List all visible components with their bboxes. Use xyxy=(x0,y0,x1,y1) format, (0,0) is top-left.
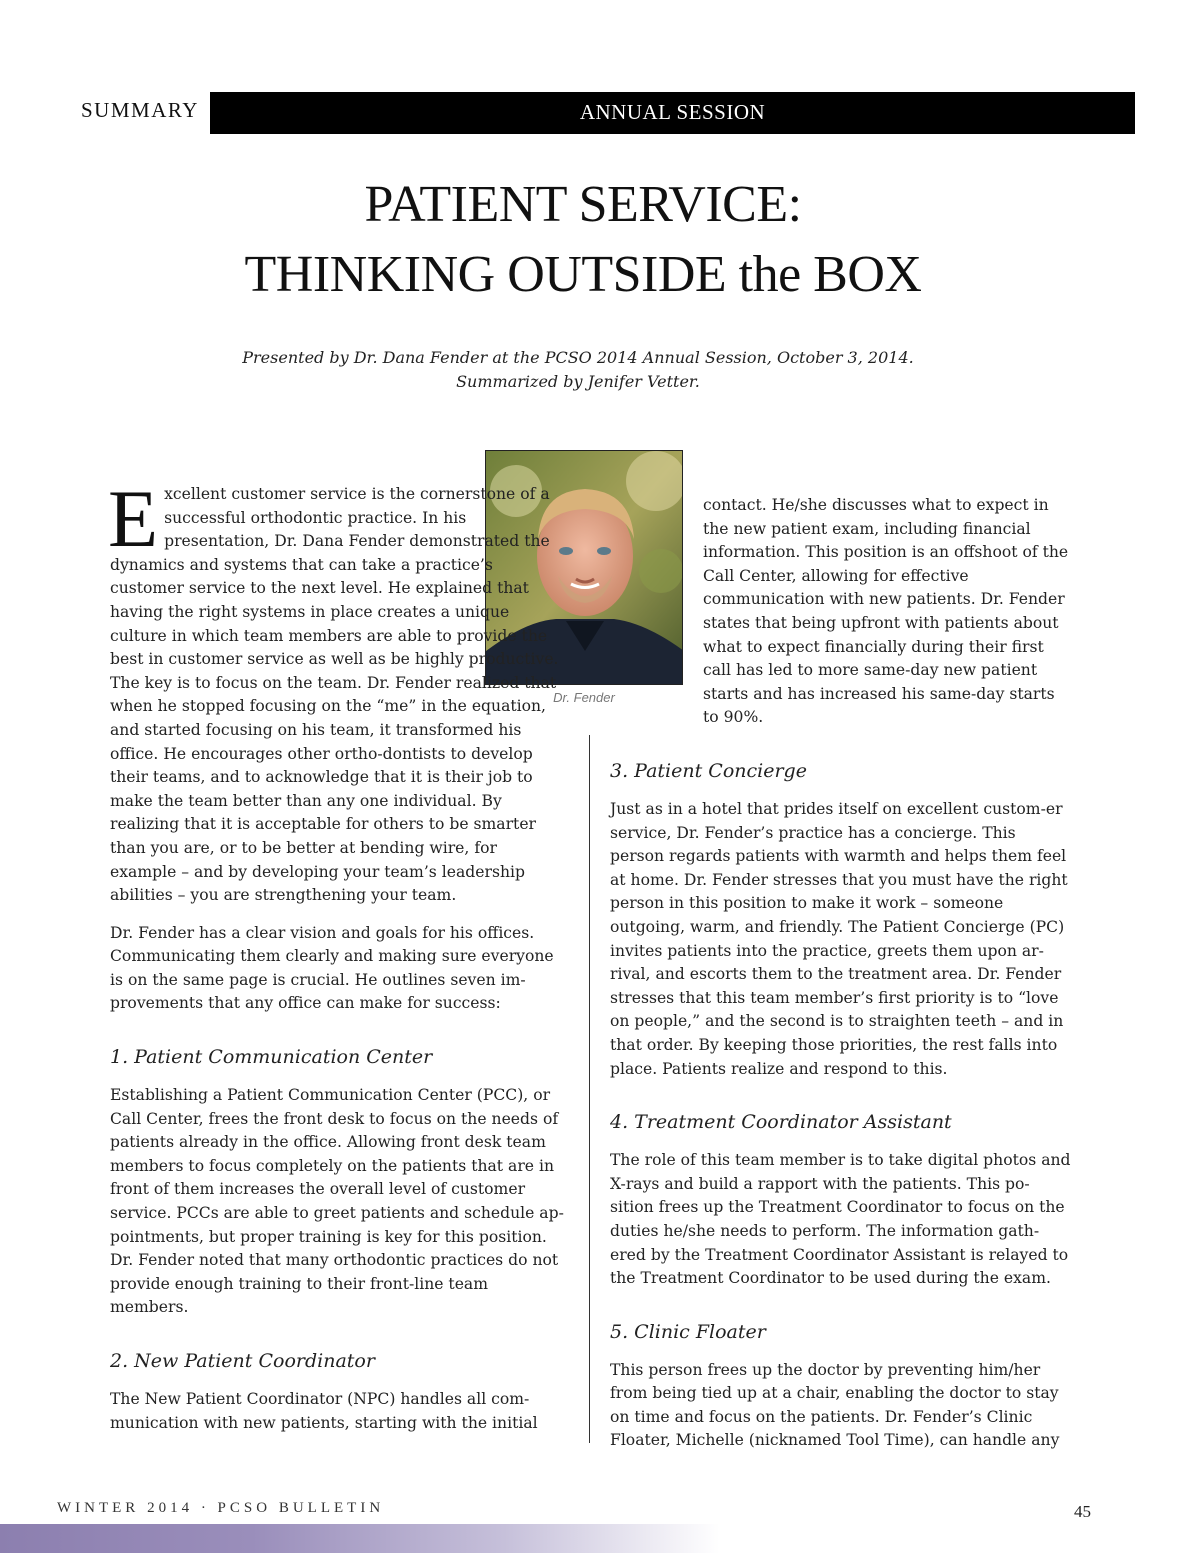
section-body-5: This person frees up the doctor by preventing him/her from being tied up at a chair, enabling the doctor to stay on time and focus on the patients. Dr. Fender’s Clinic Floater, Michelle (nicknamed Tool Time), can handle any xyxy=(610,1360,1060,1450)
section-heading-2: 2. New Patient Coordinator xyxy=(110,1350,375,1372)
column-divider xyxy=(589,735,590,1443)
section-body-4: The role of this team member is to take digital photos and X-rays and build a rapport with the patients. This po-sition frees up the Treatment Coordinator to focus on the duties he/she needs to perform. The information gath-ered by the Treatment Coordinator Assistant is relayed to the Treatment Coordinator to be used during the exam. xyxy=(610,1151,1071,1288)
photo-caption: Dr. Fender xyxy=(553,690,615,705)
right-column xyxy=(610,758,1072,1467)
intro-text: xcellent customer service is the cornerstone of a successful orthodontic practice. In his presentation, Dr. Dana Fender demonstrated the dynamics and systems that can take a practice’s customer service to the next level. He explained that having the right systems in place creates a unique culture in which team members are able to provide the best in customer service as well as be highly productive. The key is to focus on the team. Dr. Fender realized that when he stopped focusing on the “me” in the equation, and started focusing on his team, it transformed his office. He encourages other ortho-dontists to develop their teams, and to acknowledge that it is their job to make the team better than any one individual. By realizing that it is acceptable for others to be smarter than you are, or to be better at bending wire, for example – and by developing your team’s leadership abilities – you are strengthening your team. xyxy=(110,485,559,905)
intro-paragraph xyxy=(108,473,568,908)
section-heading-4: 4. Treatment Coordinator Assistant xyxy=(610,1111,952,1134)
page-number: 45 xyxy=(1074,1502,1091,1521)
section-heading-5: 5. Clinic Floater xyxy=(610,1320,766,1343)
annual-session-banner xyxy=(210,92,1135,134)
section-body-2b: contact. He/she discusses what to expect in the new patient exam, including financial information. This position is an offshoot of the Call Center, allowing for effective communication with new patients. Dr. Fender states that being upfront with patients about what to expect financially during their first call has led to more same-day new patient starts and has increased his same-day starts to 90%. xyxy=(703,496,1069,727)
section-body-3: Just as in a hotel that prides itself on excellent custom-er service, Dr. Fender’s practice has a concierge. This person regards patients with warmth and helps them feel at home. Dr. Fender stresses that you must have the right person in this position to make it work – someone outgoing, warm, and friendly. The Patient Concierge (PC) invites patients into the practice, greets them upon ar-rival, and escorts them to the treatment area. Dr. Fender stresses that this team member’s first priority is to “love on people,” and the second is to straighten teeth – and in that order. By keeping those priorities, the rest falls into place. Patients realize and respond to this. xyxy=(610,800,1068,1078)
left-column xyxy=(108,473,568,1449)
section-heading-3: 3. Patient Concierge xyxy=(610,760,807,782)
publication-footer: WINTER 2014 · PCSO BULLETIN xyxy=(57,1500,385,1516)
right-column-top xyxy=(703,494,1075,744)
section-label: SUMMARY xyxy=(81,98,199,122)
section-body-2a: The New Patient Coordinator (NPC) handles all com-munication with new patients, starting with the initial xyxy=(110,1390,538,1432)
article-title-line-2: THINKING OUTSIDE the BOX xyxy=(244,246,922,303)
summarizer-credit: Summarized by Jenifer Vetter. xyxy=(456,372,700,391)
section-heading-1: 1. Patient Communication Center xyxy=(110,1046,433,1069)
article-title-line-1: PATIENT SERVICE: xyxy=(364,176,802,233)
presenter-credit: Presented by Dr. Dana Fender at the PCSO 2014 Annual Session, October 3, 2014. xyxy=(242,348,914,367)
vision-paragraph: Dr. Fender has a clear vision and goals for his offices. Communicating them clearly and making sure everyone is on the same page is crucial. He outlines seven im-provements that any office can make for success: xyxy=(110,923,554,1013)
drop-cap: E xyxy=(108,473,159,564)
banner-label: ANNUAL SESSION xyxy=(579,100,766,124)
section-body-1: Establishing a Patient Communication Center (PCC), or Call Center, frees the front desk to focus on the needs of patients already in the office. Allowing front desk team members to focus completely on the patients that are in front of them increases the overall level of customer service. PCCs are able to greet patients and schedule ap-pointments, but proper training is key for this position. Dr. Fender noted that many orthodontic practices do not provide enough training to their front-line team members. xyxy=(110,1086,564,1317)
footer-color-stripe xyxy=(0,1524,720,1553)
